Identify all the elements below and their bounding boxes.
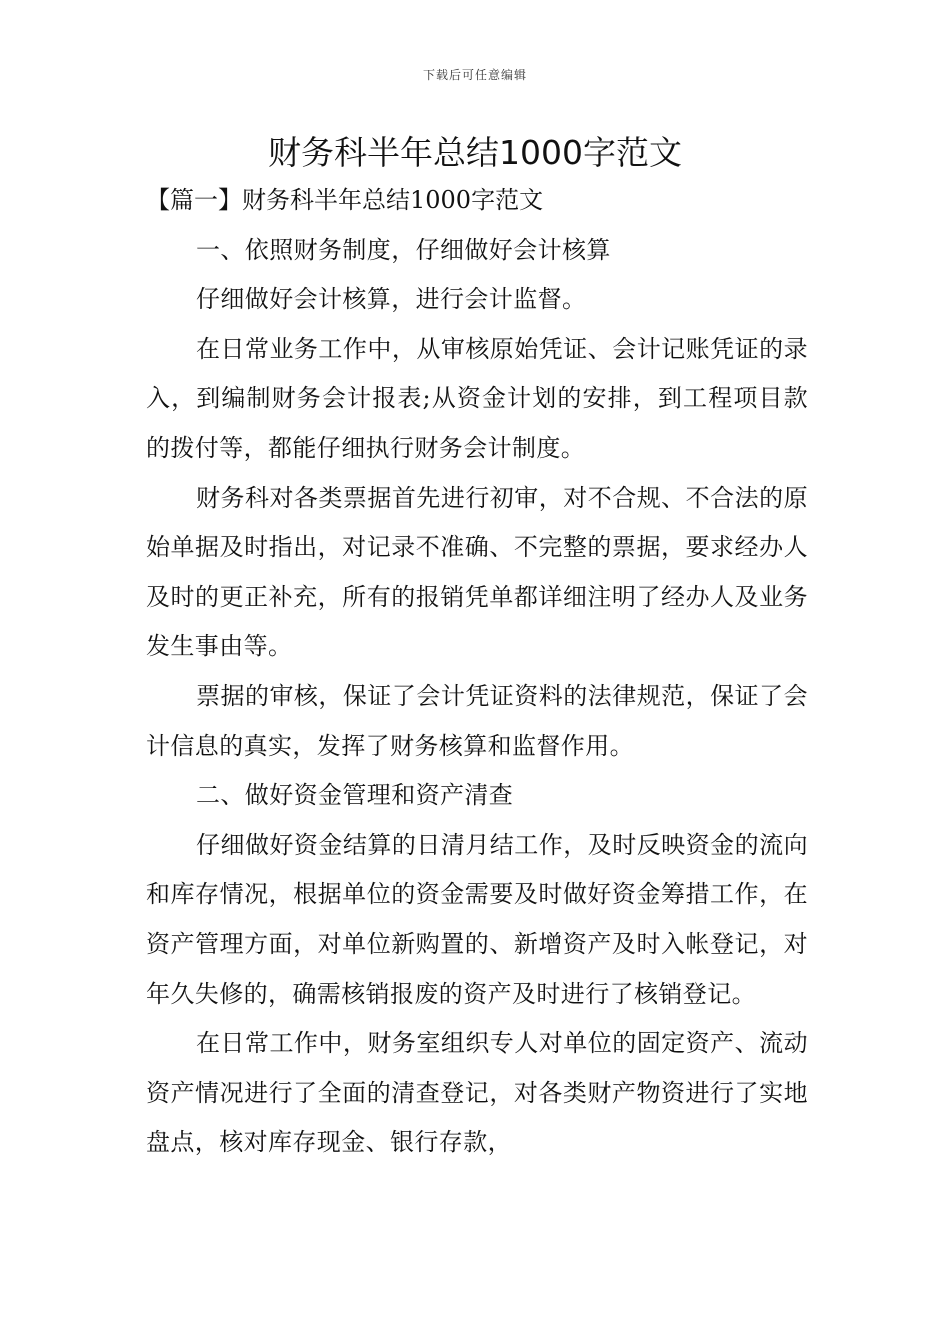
paragraph: 仔细做好会计核算，进行会计监督。: [196, 285, 587, 314]
paragraph: 票据的审核，保证了会计凭证资料的法律规范，保证了会计信息的真实，发挥了财务核算和监督作用。: [146, 681, 808, 760]
paragraph: 在日常工作中，财务室组织专人对单位的固定资产、流动资产情况进行了全面的清查登记，对各类财产物资进行了实地盘点，核对库存现金、银行存款，: [146, 1029, 808, 1157]
paragraph: 财务科对各类票据首先进行初审，对不合规、不合法的原始单据及时指出，对记录不准确、不完整的票据，要求经办人及时的更正补充，所有的报销凭单都详细注明了经办人及业务发生事由等。: [146, 483, 808, 661]
heading-two: 二、做好资金管理和资产清查: [196, 781, 514, 810]
header-note: 下载后可任意编辑: [422, 68, 527, 82]
heading-one: 一、依照财务制度，仔细做好会计核算: [196, 235, 611, 264]
document-title: 财务科半年总结1000字范文: [268, 133, 682, 172]
section-label: 【篇一】财务科半年总结1000字范文: [146, 186, 544, 214]
document-body: [146, 176, 808, 1168]
paragraph: 仔细做好资金结算的日清月结工作，及时反映资金的流向和库存情况，根据单位的资金需要及时做好资金筹措工作，在资产管理方面，对单位新购置的、新增资产及时入帐登记，对年久失修的，确需核销报废的资产及时进行了核销登记。: [146, 830, 808, 1008]
paragraph: 在日常业务工作中，从审核原始凭证、会计记账凭证的录入，到编制财务会计报表;从资金计划的安排，到工程项目款的拨付等，都能仔细执行财务会计制度。: [146, 334, 808, 462]
